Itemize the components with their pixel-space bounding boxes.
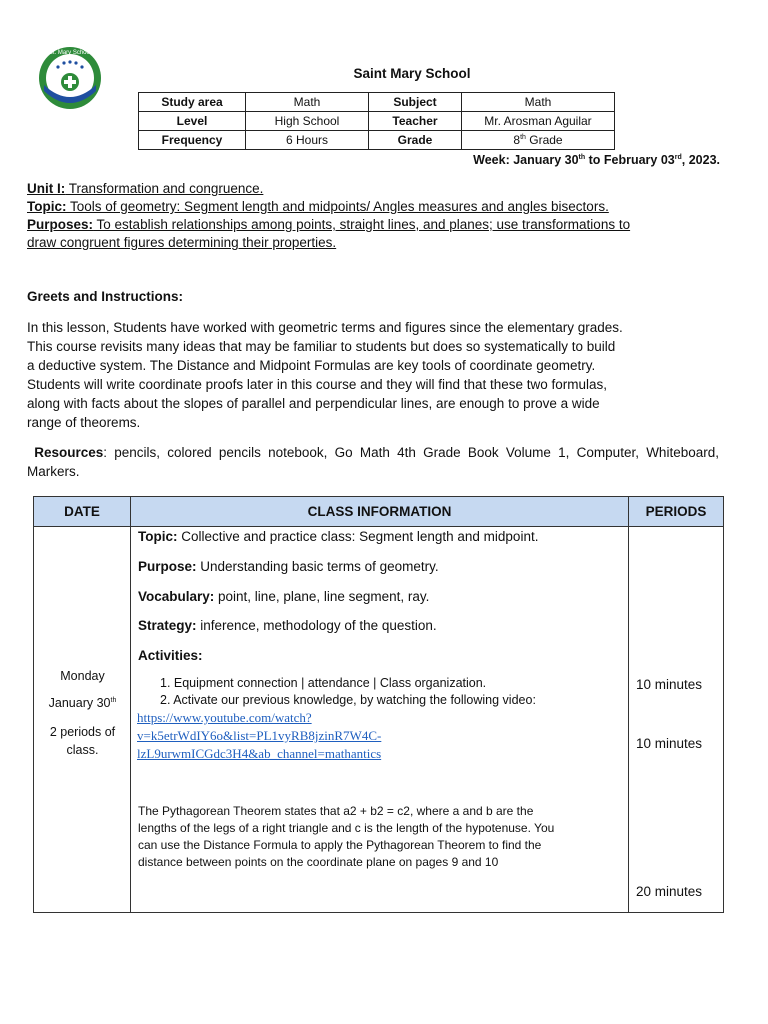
class-date: January 30th (48, 696, 117, 710)
table-row (139, 131, 615, 150)
periods-header: PERIODS (628, 496, 724, 527)
day-name: Monday (60, 669, 105, 683)
class-info-header: CLASS INFORMATION (130, 496, 629, 527)
class-vocabulary: Vocabulary: point, line, plane, line segment, ray. (138, 589, 430, 604)
grade-label: Grade (369, 131, 462, 150)
teacher-label: Teacher (369, 112, 462, 131)
date-header: DATE (33, 496, 131, 527)
greets-title: Greets and Instructions: (27, 289, 184, 304)
purposes-line-2: draw congruent figures determining their properties. (27, 235, 337, 250)
subject-label: Subject (369, 93, 462, 112)
class-strategy: Strategy: inference, methodology of the question. (138, 618, 437, 633)
period-duration: 10 minutes (636, 677, 703, 692)
intro-paragraph: In this lesson, Students have worked with geometric terms and figures since the elementary grades. This course revisits many ideas that may be familiar to students but does so systematically to build a deductive system. The Distance and Midpoint Formulas are key tools of coordinate geometry. Students will write coordinate proofs later in this course and they will find that these two formulas, along with facts about the slopes of parallel and perpendicular lines, are enough to prove a wide range of theorems. (27, 320, 623, 430)
grade-value: 8th Grade (462, 131, 615, 150)
video-link[interactable]: https://www.youtube.com/watch? v=k5etrWdIY6o&list=PL1vyRB8jzinR7W4C- lzL9urwmICGdc3H4&ab_channel=mathantics (137, 710, 382, 761)
topic-line: Topic: Tools of geometry: Segment length and midpoints/ Angles measures and angles bisectors. (27, 199, 609, 214)
list-item: 2. Activate our previous knowledge, by watching the following video: (160, 693, 536, 707)
table-row (139, 93, 615, 112)
svg-text:St. Mary School: St. Mary School (48, 50, 92, 56)
periods-cell (628, 526, 724, 913)
frequency-label: Frequency (139, 131, 246, 150)
period-duration: 20 minutes (636, 884, 703, 899)
periods-count-2: class. (66, 743, 99, 757)
activities-label: Activities: (138, 648, 203, 663)
school-name: Saint Mary School (353, 66, 471, 81)
date-cell (33, 526, 131, 913)
subject-value: Math (462, 93, 615, 112)
periods-count: 2 periods of (49, 725, 116, 739)
period-duration: 10 minutes (636, 736, 703, 751)
class-purpose: Purpose: Understanding basic terms of geometry. (138, 559, 439, 574)
frequency-value: 6 Hours (246, 131, 369, 150)
study-area-value: Math (246, 93, 369, 112)
pythagorean-paragraph: The Pythagorean Theorem states that a2 + b2 = c2, where a and b are the lengths of the legs of a right triangle and c is the length of the hypotenuse. You can use the Distance Formula to apply the Pythagorean Theorem to find the distance between points on the coordinate plane on pages 9 and 10 (138, 804, 555, 869)
purposes-line: Purposes: To establish relationships among points, straight lines, and planes; use transformations to (27, 217, 631, 232)
resources-paragraph: Resources: pencils, colored pencils notebook, Go Math 4th Grade Book Volume 1, Computer, Whiteboard, Markers. (27, 445, 719, 479)
level-label: Level (139, 112, 246, 131)
course-info-table (138, 92, 615, 150)
list-item: 1. Equipment connection | attendance | Class organization. (160, 676, 487, 690)
week-range: Week: January 30th to February 03rd, 2023. (473, 153, 720, 167)
study-area-label: Study area (139, 93, 246, 112)
class-topic: Topic: Collective and practice class: Segment length and midpoint. (138, 529, 539, 544)
teacher-value: Mr. Arosman Aguilar (462, 112, 615, 131)
table-row (139, 112, 615, 131)
unit-line: Unit I: Transformation and congruence. (27, 181, 264, 196)
school-logo (34, 45, 106, 111)
level-value: High School (246, 112, 369, 131)
